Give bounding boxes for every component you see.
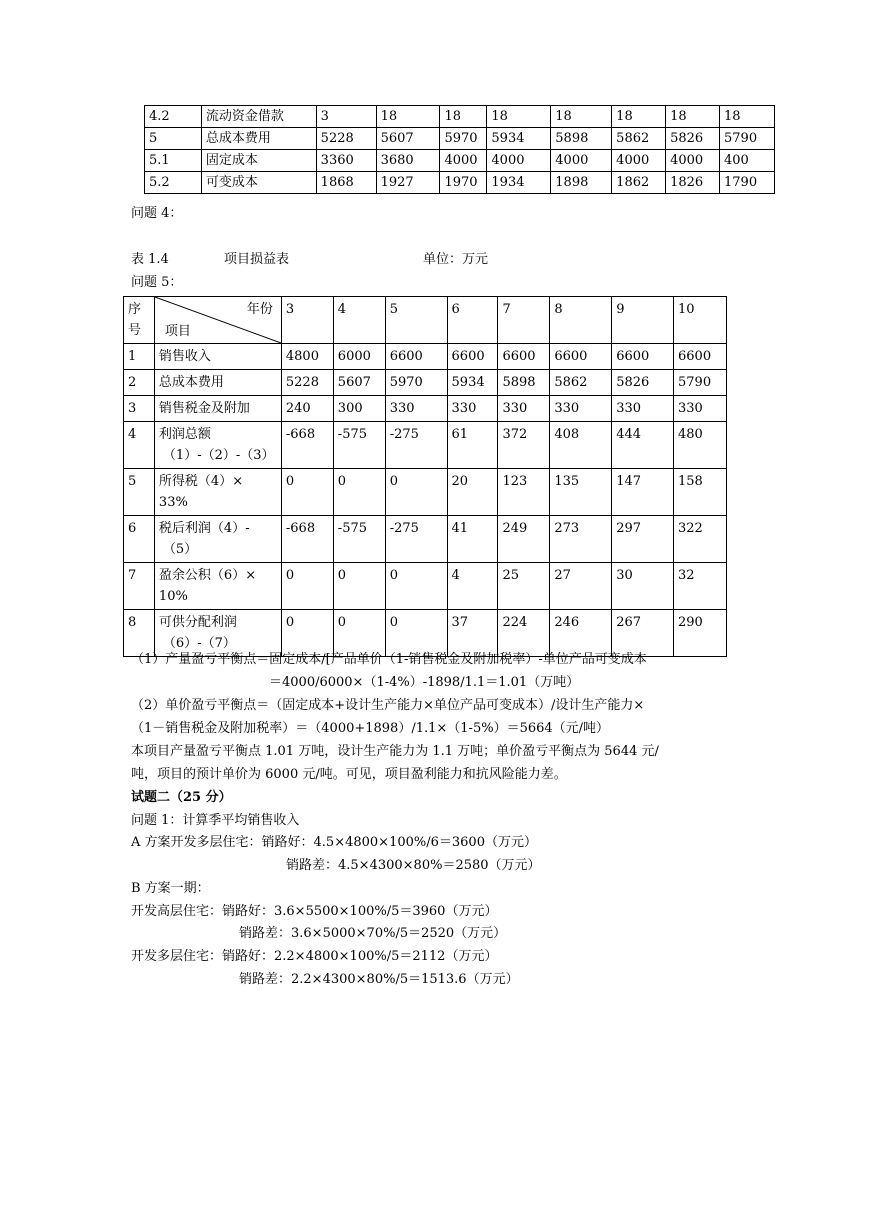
row-value: 1790 <box>720 172 775 194</box>
row-item-line-2: （6）-（7） <box>162 636 236 651</box>
row-value: 267 <box>612 610 674 657</box>
row-value: 5934 <box>447 370 498 396</box>
row-value: 4000 <box>666 150 720 172</box>
row-value: 5970 <box>440 128 487 150</box>
row-item <box>154 370 281 396</box>
row-value: 4800 <box>281 344 333 370</box>
row-value: 1934 <box>487 172 551 194</box>
plan-b-high-good: 开发高层住宅：销路好：3.6×5500×100%/5＝3960（万元） <box>131 904 498 919</box>
cost-table <box>144 105 775 194</box>
row-value: 330 <box>674 396 727 422</box>
row-value: 3680 <box>376 150 440 172</box>
formula-line-1: （1）产量盈亏平衡点＝固定成本/[产品单价（1-销售税金及附加税率）-单位产品可变成本 <box>131 652 647 667</box>
row-value: 0 <box>281 610 333 657</box>
row-value: 18 <box>720 106 775 128</box>
row-value: -575 <box>333 516 385 563</box>
row-value: 6600 <box>674 344 727 370</box>
row-value: 18 <box>487 106 551 128</box>
row-value: -575 <box>333 422 385 469</box>
table-row <box>124 516 727 563</box>
row-value: 4000 <box>487 150 551 172</box>
row-number: 2 <box>124 370 155 396</box>
row-value: 158 <box>674 469 727 516</box>
header-year-cell: 6 <box>447 297 498 344</box>
row-value: 0 <box>385 563 447 610</box>
row-item-line-1: 税后利润（4）- <box>158 521 250 536</box>
row-value: 322 <box>674 516 727 563</box>
header-year-cell: 8 <box>550 297 612 344</box>
row-value: 25 <box>498 563 550 610</box>
table-row <box>124 370 727 396</box>
row-value: 5970 <box>385 370 447 396</box>
table-row <box>124 422 727 469</box>
table-row <box>145 128 775 150</box>
row-value: 1927 <box>376 172 440 194</box>
row-value: 5898 <box>551 128 612 150</box>
row-number: 8 <box>124 610 155 657</box>
row-value: 4000 <box>612 150 666 172</box>
row-value: 240 <box>281 396 333 422</box>
row-value: 0 <box>333 610 385 657</box>
plan-a-good: A 方案开发多层住宅：销路好：4.5×4800×100%/6＝3600（万元） <box>131 835 537 850</box>
table-row <box>145 172 775 194</box>
conclusion-line-1: 本项目产量盈亏平衡点 1.01 万吨，设计生产能力为 1.1 万吨；单价盈亏平衡点为 5644 元/ <box>131 744 659 759</box>
table-unit: 单位：万元 <box>423 252 489 267</box>
row-value: 480 <box>674 422 727 469</box>
header-year-cell: 7 <box>498 297 550 344</box>
row-value: 1862 <box>612 172 666 194</box>
row-item: 流动资金借款 <box>201 106 316 128</box>
row-number: 4.2 <box>145 106 202 128</box>
row-value: 1826 <box>666 172 720 194</box>
row-value: 5898 <box>498 370 550 396</box>
row-item-line-1: 销售收入 <box>158 349 211 364</box>
row-value: -668 <box>281 422 333 469</box>
row-value: 3 <box>316 106 376 128</box>
row-value: 61 <box>447 422 498 469</box>
row-value: 290 <box>674 610 727 657</box>
row-item-line-1: 盈余公积（6）× <box>158 568 257 583</box>
row-value: 246 <box>550 610 612 657</box>
row-value: 32 <box>674 563 727 610</box>
row-value: 444 <box>612 422 674 469</box>
row-number: 5.2 <box>145 172 202 194</box>
question-5-label: 问题 5： <box>131 275 183 290</box>
table-number: 表 1.4 <box>131 252 169 267</box>
row-value: 330 <box>385 396 447 422</box>
row-value: 330 <box>447 396 498 422</box>
row-item <box>154 422 281 469</box>
row-value: 4000 <box>551 150 612 172</box>
formula-line-2: ＝4000/6000×（1-4%）-1898/1.1＝1.01（万吨） <box>269 675 580 690</box>
row-value: 5826 <box>612 370 674 396</box>
row-value: 30 <box>612 563 674 610</box>
table-row <box>145 106 775 128</box>
row-value: 0 <box>281 563 333 610</box>
row-item: 可变成本 <box>201 172 316 194</box>
table-row <box>145 150 775 172</box>
table-title: 项目损益表 <box>224 252 290 267</box>
row-value: 0 <box>333 469 385 516</box>
row-value: 147 <box>612 469 674 516</box>
header-year-cell: 9 <box>612 297 674 344</box>
row-value: 249 <box>498 516 550 563</box>
question-4-label: 问题 4： <box>131 206 183 221</box>
table-row <box>124 396 727 422</box>
row-value: 1970 <box>440 172 487 194</box>
row-item-line-1: 销售税金及附加 <box>158 401 250 416</box>
row-value: 5934 <box>487 128 551 150</box>
row-value: -275 <box>385 516 447 563</box>
row-value: 3360 <box>316 150 376 172</box>
row-number: 5.1 <box>145 150 202 172</box>
row-value: 18 <box>376 106 440 128</box>
row-value: 4000 <box>440 150 487 172</box>
row-value: 400 <box>720 150 775 172</box>
row-item <box>154 516 281 563</box>
row-value: 297 <box>612 516 674 563</box>
table-header-row <box>124 297 727 344</box>
row-number: 4 <box>124 422 155 469</box>
row-value: -668 <box>281 516 333 563</box>
row-value: 0 <box>385 610 447 657</box>
row-value: 18 <box>551 106 612 128</box>
row-value: 5228 <box>281 370 333 396</box>
row-value: 0 <box>385 469 447 516</box>
header-year-cell: 4 <box>333 297 385 344</box>
row-value: 1898 <box>551 172 612 194</box>
table-row <box>124 563 727 610</box>
row-value: 6600 <box>612 344 674 370</box>
row-item: 固定成本 <box>201 150 316 172</box>
row-value: 330 <box>498 396 550 422</box>
row-value: 273 <box>550 516 612 563</box>
row-value: 330 <box>612 396 674 422</box>
row-item-line-1: 可供分配利润 <box>158 615 237 630</box>
row-value: 0 <box>333 563 385 610</box>
row-number: 3 <box>124 396 155 422</box>
row-value: 224 <box>498 610 550 657</box>
row-value: 5862 <box>612 128 666 150</box>
row-value: 5607 <box>376 128 440 150</box>
row-value: 5826 <box>666 128 720 150</box>
section-heading: 试题二（25 分） <box>131 790 232 805</box>
row-value: 6600 <box>447 344 498 370</box>
row-number: 7 <box>124 563 155 610</box>
plan-b-label: B 方案一期： <box>131 881 210 896</box>
table-row <box>124 344 727 370</box>
row-value: 330 <box>550 396 612 422</box>
row-value: 1868 <box>316 172 376 194</box>
row-item-line-2: （1）-（2）-（3） <box>162 448 275 463</box>
row-value: 6600 <box>550 344 612 370</box>
row-value: 20 <box>447 469 498 516</box>
row-item-line-2: 10% <box>158 589 188 604</box>
header-diagonal-cell <box>154 297 281 344</box>
row-value: 6000 <box>333 344 385 370</box>
row-value: -275 <box>385 422 447 469</box>
row-item <box>154 344 281 370</box>
header-year: 年份 <box>246 302 273 317</box>
row-value: 27 <box>550 563 612 610</box>
row-value: 6600 <box>385 344 447 370</box>
row-value: 5790 <box>720 128 775 150</box>
row-value: 372 <box>498 422 550 469</box>
row-value: 5607 <box>333 370 385 396</box>
plan-b-multi-bad: 销路差：2.2×4300×80%/5＝1513.6（万元） <box>239 972 519 987</box>
row-item-line-1: 利润总额 <box>158 427 211 442</box>
plan-b-high-bad: 销路差：3.6×5000×70%/5＝2520（万元） <box>239 926 507 941</box>
row-value: 300 <box>333 396 385 422</box>
row-item: 总成本费用 <box>201 128 316 150</box>
table-row <box>124 469 727 516</box>
row-item <box>154 469 281 516</box>
row-value: 37 <box>447 610 498 657</box>
row-value: 5862 <box>550 370 612 396</box>
row-item-line-2: （5） <box>162 542 198 557</box>
formula-line-3: （2）单价盈亏平衡点＝（固定成本+设计生产能力×单位产品可变成本）/设计生产能力× <box>131 698 645 713</box>
header-seq-top: 序 <box>128 302 142 317</box>
row-item-line-1: 总成本费用 <box>158 375 224 390</box>
plan-b-multi-good: 开发多层住宅：销路好：2.2×4800×100%/5＝2112（万元） <box>131 949 498 964</box>
header-year-cell: 10 <box>674 297 727 344</box>
row-value: 5228 <box>316 128 376 150</box>
header-seq-bottom: 号 <box>128 323 142 338</box>
row-number: 5 <box>124 469 155 516</box>
row-number: 5 <box>145 128 202 150</box>
plan-a-bad: 销路差：4.5×4300×80%＝2580（万元） <box>286 858 541 873</box>
row-value: 123 <box>498 469 550 516</box>
row-value: 4 <box>447 563 498 610</box>
row-value: 135 <box>550 469 612 516</box>
row-value: 18 <box>440 106 487 128</box>
row-value: 5790 <box>674 370 727 396</box>
row-value: 408 <box>550 422 612 469</box>
profit-loss-table <box>123 296 727 657</box>
question-1-label: 问题 1：计算季平均销售收入 <box>131 813 300 828</box>
row-item-line-1: 所得税（4）× <box>158 474 244 489</box>
row-item-line-2: 33% <box>158 495 188 510</box>
row-value: 41 <box>447 516 498 563</box>
row-value: 6600 <box>498 344 550 370</box>
header-seq <box>124 297 155 344</box>
row-number: 1 <box>124 344 155 370</box>
conclusion-line-2: 吨，项目的预计单价为 6000 元/吨。可见，项目盈利能力和抗风险能力差。 <box>131 767 567 782</box>
row-value: 18 <box>666 106 720 128</box>
header-year-cell: 3 <box>281 297 333 344</box>
formula-line-4: （1－销售税金及附加税率）＝（4000+1898）/1.1×（1-5%）＝5664（元/吨） <box>131 721 610 736</box>
row-value: 0 <box>281 469 333 516</box>
row-value: 18 <box>612 106 666 128</box>
row-item <box>154 396 281 422</box>
row-number: 6 <box>124 516 155 563</box>
header-year-cell: 5 <box>385 297 447 344</box>
row-item <box>154 563 281 610</box>
header-item: 项目 <box>164 324 191 339</box>
